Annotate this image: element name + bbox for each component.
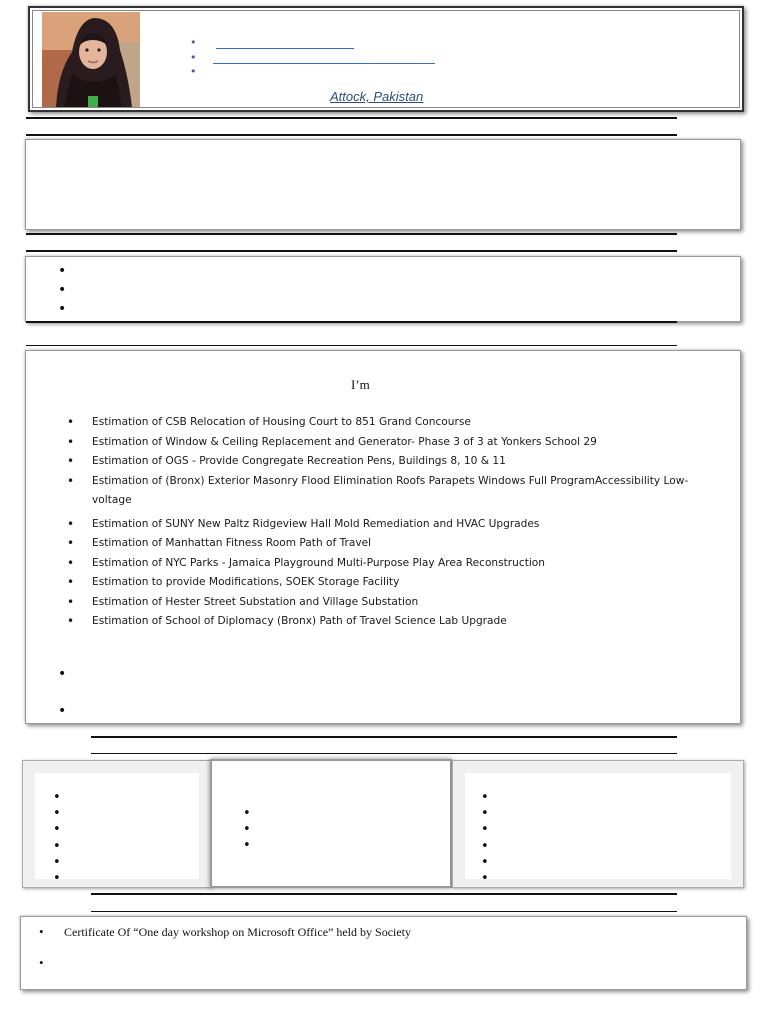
section-rule [26, 321, 677, 323]
section-rule [26, 233, 677, 235]
bullet: • [53, 822, 61, 838]
bullet: • [58, 282, 67, 298]
bullet: • [53, 806, 61, 822]
certificate-item [39, 956, 411, 987]
bullet: • [53, 838, 61, 854]
profile-photo [42, 12, 140, 107]
project-item: • Estimation of Window & Ceiling Replacement and Generator- Phase 3 of 3 at Yonkers School 29 [64, 433, 704, 453]
bullet: • [481, 790, 489, 805]
bullet: • [481, 822, 489, 838]
section-rule [26, 345, 677, 346]
projects-section [25, 350, 741, 724]
certificate-list [39, 925, 411, 987]
bullet: • [481, 870, 489, 886]
projects-intro: I’m [351, 377, 370, 392]
section-rule [91, 911, 677, 912]
project-list [64, 413, 704, 632]
bullet: • [58, 301, 67, 317]
section-rule [91, 753, 677, 754]
project-item: • Estimation of OGS - Provide Congregate Recreation Pens, Buildings 8, 10 & 11 [64, 452, 704, 472]
bullet: • [58, 263, 67, 279]
bullet: • [53, 870, 61, 886]
bullet: • [243, 806, 251, 821]
bullet: • [481, 806, 489, 822]
contact-link[interactable] [216, 48, 354, 49]
bullet: • [53, 854, 61, 870]
skills-list [481, 791, 489, 888]
bullet: • [58, 666, 67, 682]
skills-column-left [22, 760, 212, 888]
project-item: • Estimation of CSB Relocation of Housing Court to 851 Grand Concourse [64, 413, 704, 433]
skills-column-middle [210, 759, 452, 888]
certificate-item: • Certificate Of “One day workshop on Microsoft Office” held by Society [39, 925, 411, 956]
project-item: • Estimation of Manhattan Fitness Room Path of Travel [64, 534, 704, 554]
project-item: • Estimation to provide Modifications, SOEK Storage Facility [64, 573, 704, 593]
summary-section [25, 139, 741, 230]
location-text: Attock, Pakistan [330, 89, 424, 104]
project-item: • Estimation of (Bronx) Exterior Masonry Flood Elimination Roofs Parapets Windows Full ProgramAccessibility Low-voltage [64, 472, 704, 511]
section-rule [91, 736, 677, 738]
skills-pane [465, 773, 731, 879]
section-rule [91, 893, 677, 895]
section-rule [26, 250, 677, 252]
section-rule [26, 117, 677, 119]
contact-link[interactable] [213, 63, 435, 64]
bullet: • [58, 703, 67, 719]
bullet: • [243, 822, 251, 838]
project-item: • Estimation of SUNY New Paltz Ridgeview Hall Mold Remediation and HVAC Upgrades [64, 515, 704, 535]
bullet: • [481, 854, 489, 870]
header-card [28, 6, 744, 112]
skills-column-right [452, 760, 744, 888]
project-item: • Estimation of Hester Street Substation and Village Substation [64, 593, 704, 613]
skills-list [243, 807, 251, 856]
bullet: • [481, 838, 489, 854]
certificates-section [20, 916, 747, 990]
skills-list [53, 791, 61, 888]
bullet: • [243, 838, 251, 854]
project-item: • Estimation of NYC Parks - Jamaica Playground Multi-Purpose Play Area Reconstruction [64, 554, 704, 574]
section-rule [26, 134, 677, 136]
objectives-section [25, 256, 741, 322]
bullet: • [53, 790, 61, 805]
project-item: • Estimation of School of Diplomacy (Bronx) Path of Travel Science Lab Upgrade [64, 612, 704, 632]
